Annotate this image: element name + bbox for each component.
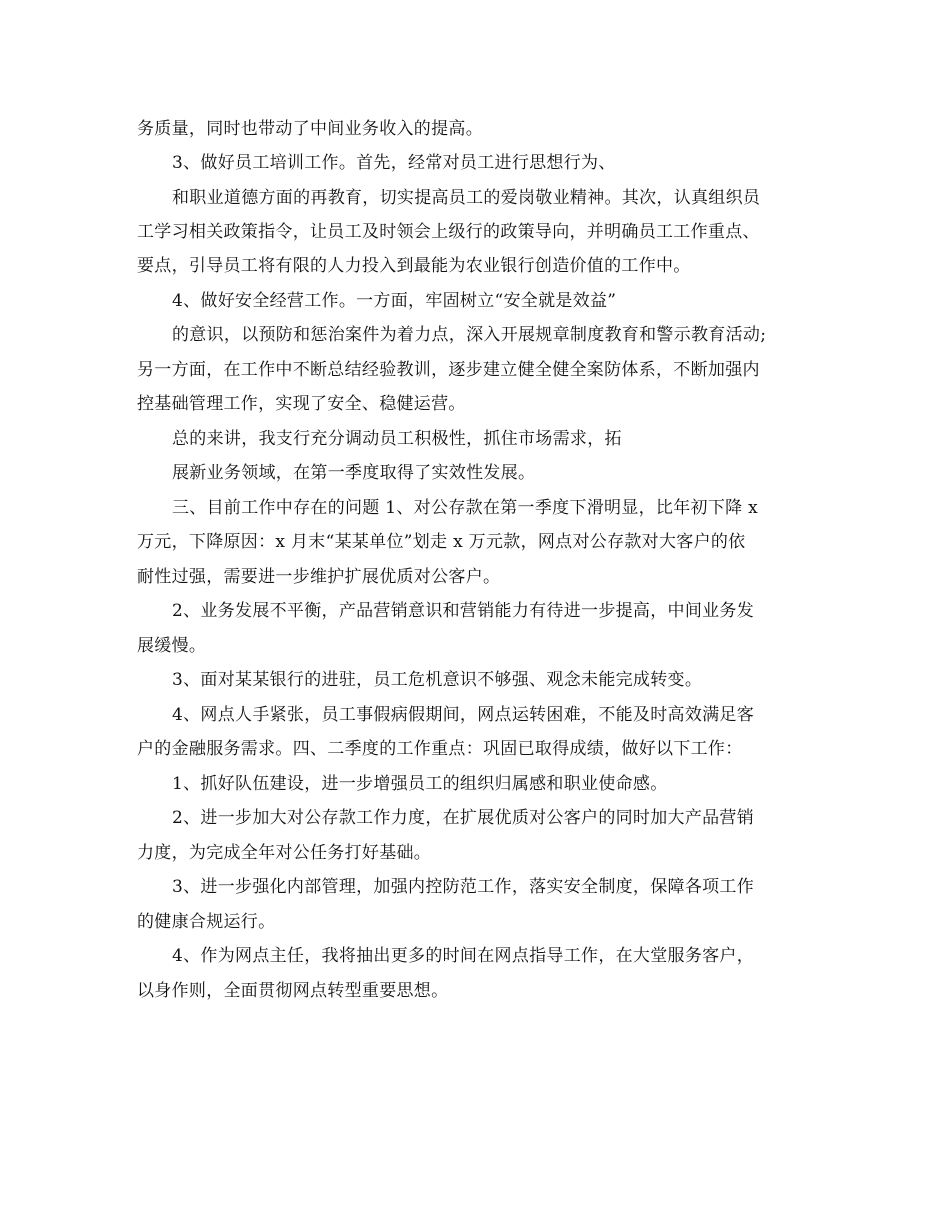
text-line: 1、抓好队伍建设，进一步增强员工的组织归属感和职业使命感。 [172,774,668,794]
text-line: 的意识，以预防和惩治案件为着力点，深入开展规章制度教育和警示教育活动; [172,325,767,345]
text-line: 2、进一步加大对公存款工作力度，在扩展优质对公客户的同时加大产品营销 [172,808,755,828]
text-line: 以身作则，全面贯彻网点转型重要思想。 [137,981,449,1001]
text-line: 3、进一步强化内部管理，加强内控防范工作，落实安全制度，保障各项工作 [172,877,755,897]
text-line: 总的来讲，我支行充分调动员工积极性，抓住市场需求，拓 [172,429,622,449]
text-line: 3、做好员工培训工作。首先，经常对员工进行思想行为、 [172,153,616,173]
text-line: 力度，为完成全年对公任务打好基础。 [137,843,432,863]
text-line: 2、业务发展不平衡，产品营销意识和营销能力有待进一步提高，中间业务发 [172,601,755,621]
text-line: 和职业道德方面的再教育，切实提高员工的爱岗敬业精神。其次，认真组织员 [172,188,761,208]
text-line: 万元，下降原因：x 月末“某某单位”划走 x 万元款，网点对公存款对大客户的依 [137,532,746,552]
text-line: 三、目前工作中存在的问题 1、对公存款在第一季度下滑明显，比年初下降 x [172,498,759,518]
text-line: 展缓慢。 [137,636,207,656]
text-line: 控基础管理工作，实现了安全、稳健运营。 [137,394,466,414]
text-line: 4、网点人手紧张，员工事假病假期间，网点运转困难，不能及时高效满足客 [172,705,755,725]
text-line: 3、面对某某银行的进驻，员工危机意识不够强、观念未能完成转变。 [172,670,703,690]
text-line: 4、做好安全经营工作。一方面，牢固树立“安全就是效益” [172,291,617,311]
text-line: 工学习相关政策指令，让员工及时领会上级行的政策导向，并明确员工工作重点、 [137,222,760,242]
text-line: 务质量，同时也带动了中间业务收入的提高。 [137,119,483,139]
text-line: 要点，引导员工将有限的人力投入到最能为农业银行创造价值的工作中。 [137,256,691,276]
text-line: 的健康合规运行。 [137,912,276,932]
text-line: 耐性过强，需要进一步维护扩展优质对公客户。 [137,567,501,587]
text-line: 展新业务领域，在第一季度取得了实效性发展。 [172,463,536,483]
text-line: 户的金融服务需求。四、二季度的工作重点：巩固已取得成绩，做好以下工作： [137,739,743,759]
text-line: 4、作为网点主任，我将抽出更多的时间在网点指导工作，在大堂服务客户， [172,946,755,966]
text-line: 另一方面，在工作中不断总结经验教训，逐步建立健全健全案防体系，不断加强内 [137,360,760,380]
